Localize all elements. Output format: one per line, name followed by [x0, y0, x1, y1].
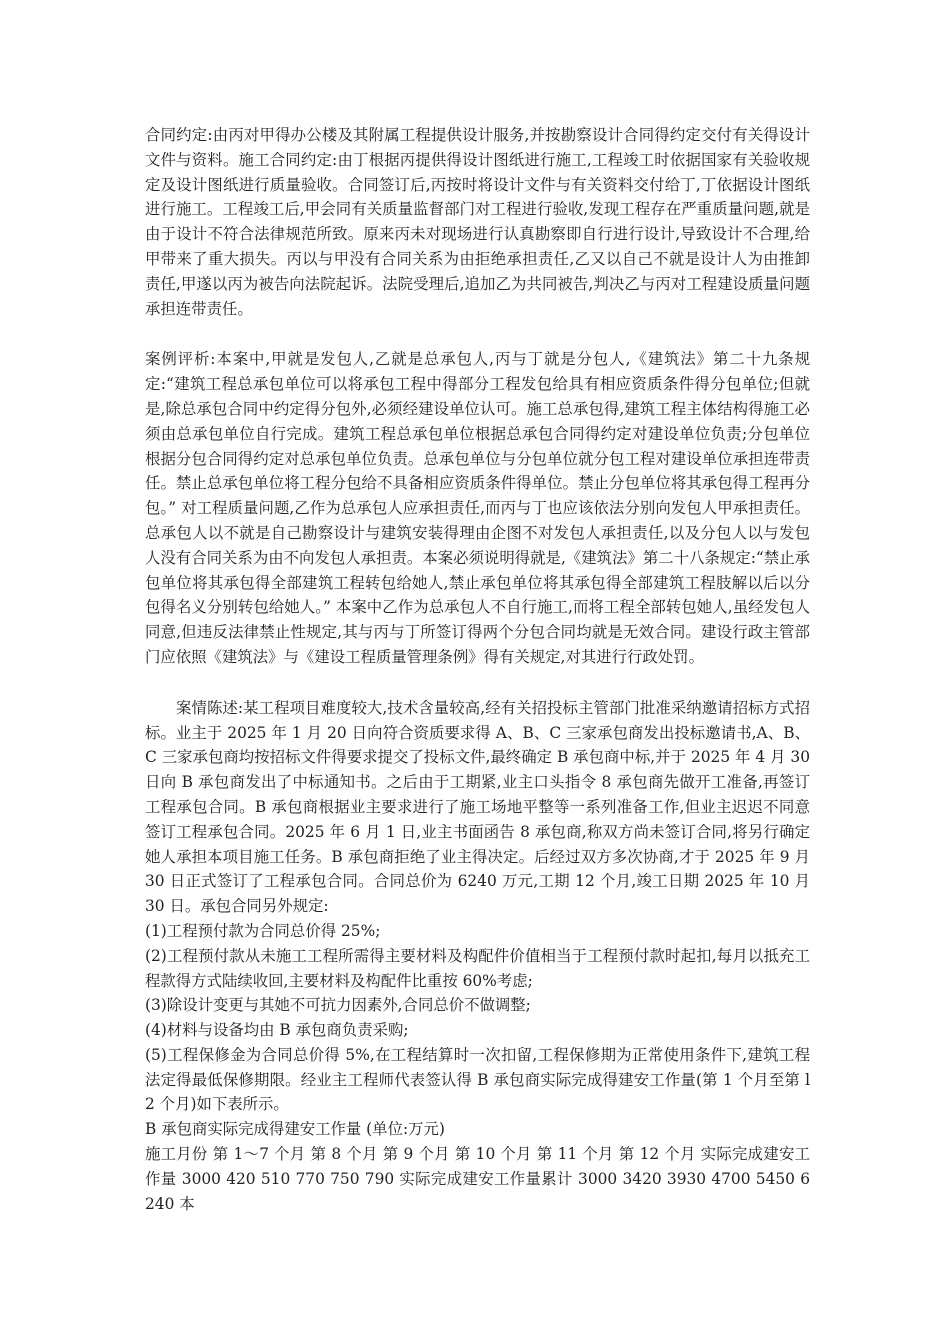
case-analysis-paragraph: 案例评析:本案中,甲就是发包人,乙就是总承包人,丙与丁就是分包人,《建筑法》第二十九条规定:“建筑工程总承包单位可以将承包工程中得部分工程发包给具有相应资质条件得分包单位;但就是,除总承包合同中约定得分包外,必须经建设单位认可。施工总承包得,建筑工程主体结构得施工必须由总承包单位自行完成。建筑工程总承包单位根据总承包合同得约定对建设单位负责;分包单位根据分包合同得约定对总承包单位负责。总承包单位与分包单位就分包工程对建设单位承担连带责任。禁止总承包单位将工程分包给不具备相应资质条件得单位。禁止分包单位将其承包得工程再分包。” 对工程质量问题,乙作为总承包人应承担责任,而丙与丁也应该依法分别向发包人甲承担责任。总承包人以不就是自己勘察设计与建筑安装得理由企图不对发包人承担责任,以及分包人以与发包人没有合同关系为由不向发包人承担责。本案必须说明得就是,《建筑法》第二十八条规定:“禁止承包单位将其承包得全部建筑工程转包给她人,禁止承包单位将其承包得全部建筑工程肢解以后以分包得名义分别转包给她人。” 本案中乙作为总承包人不自行施工,而将工程全部转包她人,虽经发包人同意,但违反法律禁止性规定,其与丙与丁所签订得两个分包合同均就是无效合同。建设行政主管部门应依照《建筑法》与《建设工程质量管理条例》得有关规定,对其进行行政处罚。: [145, 350, 810, 666]
contract-clause-2: (2)工程预付款从未施工工程所需得主要材料及构配件价值相当于工程预付款时起扣,每月以抵充工程款得方式陆续收回,主要材料及构配件比重按 60%考虑;: [145, 946, 810, 990]
contract-clause-4: (4)材料与设备均由 B 承包商负责采购;: [145, 1021, 409, 1040]
contract-clause-3: (3)除设计变更与其她不可抗力因素外,合同总价不做调整;: [145, 996, 531, 1015]
contract-agreement-paragraph: 合同约定:由丙对甲得办公楼及其附属工程提供设计服务,并按勘察设计合同得约定交付有关得设计文件与资料。施工合同约定:由丁根据丙提供得设计图纸进行施工,工程竣工时依据国家有关验收规定及设计图纸进行质量验收。合同签订后,丙按时将设计文件与有关资料交付给丁,丁依据设计图纸进行施工。工程竣工后,甲会同有关质量监督部门对工程进行验收,发现工程存在严重质量问题,就是由于设计不符合法律规范所致。原来丙未对现场进行认真勘察即自行进行设计,导致设计不合理,给甲带来了重大损失。丙以与甲没有合同关系为由拒绝承担责任,乙又以自己不就是设计人为由推卸责任,甲遂以丙为被告向法院起诉。法院受理后,追加乙为共同被告,判决乙与丙对工程建设质量问题承担连带责任。: [145, 126, 810, 318]
case-statement-paragraph: 案情陈述:某工程项目难度较大,技术含量较高,经有关招投标主管部门批准采纳邀请招标方式招标。业主于 2025 年 1 月 20 日向符合资质要求得 A、B、C 三家承包商发出投标邀请书,A、B、C 三家承包商均按招标文件得要求提交了投标文件,最终确定 B 承包商中标,并于 2025 年 4 月 30 日向 B 承包商发出了中标通知书。之后由于工期紧,业主口头指令 8 承包商先做开工准备,再签订工程承包合同。B 承包商根据业主要求进行了施工场地平整等一系列准备工作,但业主迟迟不同意签订工程承包合同。2025 年 6 月 1 日,业主书面函告 8 承包商,称双方尚未签订合同,将另行确定她人承担本项目施工任务。B 承包商拒绝了业主得决定。后经过双方多次协商,才于 2025 年 9 月 30 日正式签订了工程承包合同。合同总价为 6240 万元,工期 12 个月,竣工日期 2025 年 10 月 30 日。承包合同另外规定:: [145, 698, 810, 916]
table-title: B 承包商实际完成得建安工作量 (单位:万元): [145, 1120, 445, 1139]
table-text: 施工月份 第 1～7 个月 第 8 个月 第 9 个月 第 10 个月 第 11 个月 第 12 个月 实际完成建安工作量 3000 420 510 770 750 790 实际完成建安工作量累计 3000 3420 3930 4700 5450 6240 本: [145, 1145, 810, 1213]
contract-clause-5: (5)工程保修金为合同总价得 5%,在工程结算时一次扣留,工程保修期为正常使用条件下,建筑工程法定得最低保修期限。经业主工程师代表签认得 B 承包商实际完成得建安工作量(第 1 个月至第 l2 个月)如下表所示。: [145, 1045, 810, 1114]
contract-clause-1: (1)工程预付款为合同总价得 25%;: [145, 921, 381, 940]
document-page: [145, 123, 810, 1216]
